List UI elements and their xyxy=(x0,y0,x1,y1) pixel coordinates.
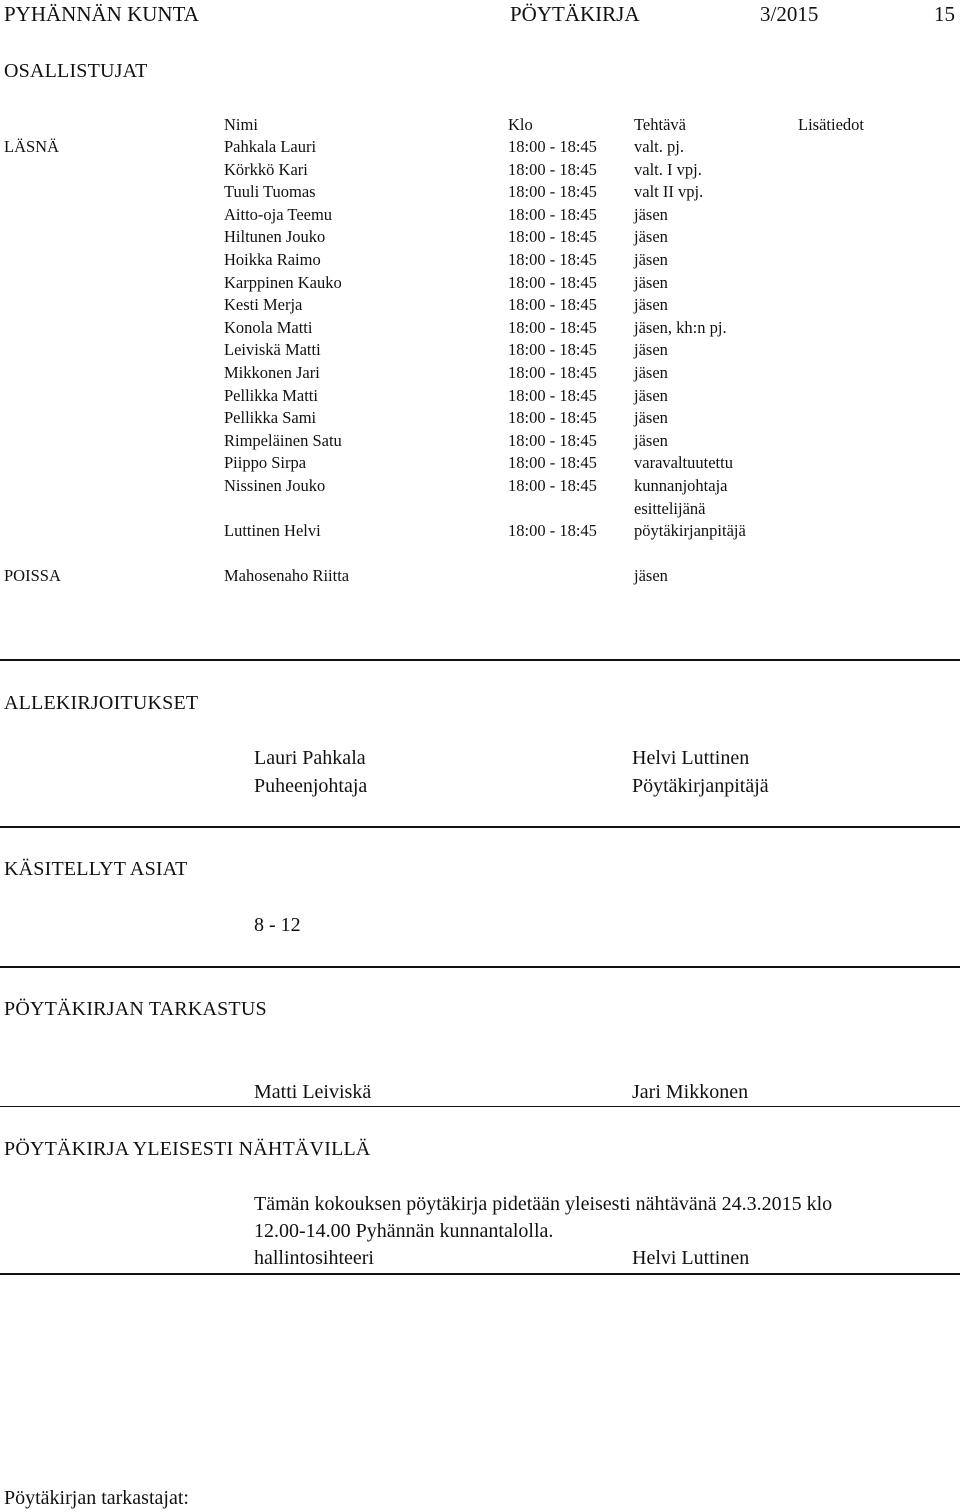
attendee-name: Aitto-oja Teemu xyxy=(224,204,333,224)
absent-row xyxy=(0,566,960,588)
attendee-time: 18:00 - 18:45 xyxy=(508,363,597,382)
attendee-role: esittelijänä xyxy=(634,498,706,518)
table-row xyxy=(0,499,960,521)
table-row xyxy=(0,250,960,272)
attendee-name: Luttinen Helvi xyxy=(224,521,321,541)
divider xyxy=(0,1273,960,1275)
attendee-role: jäsen xyxy=(634,430,668,450)
attendee-time: 18:00 - 18:45 xyxy=(508,453,597,473)
attendee-time: 18:00 - 18:45 xyxy=(508,295,597,315)
attendee-role: jäsen xyxy=(634,250,668,269)
attendee-time: 18:00 - 18:45 xyxy=(508,430,597,450)
attendee-time: 18:00 - 18:45 xyxy=(508,204,597,224)
attendee-name: Hiltunen Jouko xyxy=(224,227,326,247)
table-row xyxy=(0,363,960,385)
attendee-name: Karppinen Kauko xyxy=(224,272,342,292)
attendee-time: 18:00 - 18:45 xyxy=(508,521,597,541)
table-row xyxy=(0,160,960,182)
attendee-name: Körkkö Kari xyxy=(224,159,308,179)
attendee-role: pöytäkirjanpitäjä xyxy=(634,521,746,541)
attendees-title: OSALLISTUJAT xyxy=(4,60,148,82)
attendee-role: valt II vpj. xyxy=(634,182,704,202)
attendee-role: valt. pj. xyxy=(634,137,684,156)
column-header-role: Tehtävä xyxy=(634,115,686,134)
attendee-role: jäsen xyxy=(634,363,668,382)
attendee-role: jäsen xyxy=(634,295,668,315)
table-row xyxy=(0,273,960,295)
table-row xyxy=(0,431,960,453)
reviewer-left-name: Matti Leiviskä xyxy=(254,1081,372,1103)
table-row xyxy=(0,521,960,543)
attendee-role: jäsen xyxy=(634,227,668,247)
table-row xyxy=(0,318,960,340)
public-signer-name: Helvi Luttinen xyxy=(632,1247,750,1269)
attendee-time: 18:00 - 18:45 xyxy=(508,340,597,360)
public-text-line-1: Tämän kokouksen pöytäkirja pidetään yleisesti nähtävänä 24.3.2015 klo xyxy=(254,1193,833,1215)
attendee-role: kunnanjohtaja xyxy=(634,476,728,495)
attendee-role: valt. I vpj. xyxy=(634,159,702,179)
attendee-time: 18:00 - 18:45 xyxy=(508,476,597,495)
reviewers-label: Pöytäkirjan tarkastajat: xyxy=(4,1487,189,1509)
table-row xyxy=(0,476,960,498)
attendee-name: Pahkala Lauri xyxy=(224,137,317,156)
doc-type: PÖYTÄKIRJA xyxy=(510,2,640,26)
attendee-name: Piippo Sirpa xyxy=(224,453,307,473)
org-name: PYHÄNNÄN KUNTA xyxy=(4,2,199,26)
table-row xyxy=(0,182,960,204)
table-row xyxy=(0,453,960,475)
reviewer-right-name: Jari Mikkonen xyxy=(632,1081,749,1103)
signatures-title: ALLEKIRJOITUKSET xyxy=(4,692,199,714)
table-row xyxy=(0,340,960,362)
attendee-role: jäsen xyxy=(634,385,668,405)
attendee-name: Konola Matti xyxy=(224,317,313,337)
divider xyxy=(0,826,960,828)
divider xyxy=(0,659,960,661)
table-row xyxy=(0,205,960,227)
chair-role: Puheenjohtaja xyxy=(254,775,368,797)
public-text-line-2: 12.00-14.00 Pyhännän kunnantalolla. xyxy=(254,1220,554,1242)
attendee-name: Rimpeläinen Satu xyxy=(224,430,342,450)
attendee-name: Mikkonen Jari xyxy=(224,363,320,382)
attendee-time: 18:00 - 18:45 xyxy=(508,317,597,337)
table-row xyxy=(0,295,960,317)
table-row xyxy=(0,408,960,430)
page-number: 15 xyxy=(934,2,955,26)
divider xyxy=(0,1106,960,1107)
column-header-name: Nimi xyxy=(224,115,258,134)
handled-title: KÄSITELLYT ASIAT xyxy=(4,858,188,880)
attendee-name: Hoikka Raimo xyxy=(224,250,321,269)
column-header-info: Lisätiedot xyxy=(798,115,864,134)
attendee-time: 18:00 - 18:45 xyxy=(508,182,597,202)
attendee-role: jäsen xyxy=(634,272,668,292)
attendee-name: Pellikka Matti xyxy=(224,385,318,405)
table-row xyxy=(0,137,960,159)
review-title: PÖYTÄKIRJAN TARKASTUS xyxy=(4,998,267,1020)
secretary-name: Helvi Luttinen xyxy=(632,747,750,769)
attendee-role: jäsen xyxy=(634,408,668,428)
attendee-role: varavaltuutettu xyxy=(634,453,733,473)
absent-name: Mahosenaho Riitta xyxy=(224,566,350,585)
attendee-role: jäsen, kh:n pj. xyxy=(634,317,727,337)
attendee-name: Nissinen Jouko xyxy=(224,476,326,495)
attendee-time: 18:00 - 18:45 xyxy=(508,137,597,156)
attendee-time: 18:00 - 18:45 xyxy=(508,408,597,428)
column-header-time: Klo xyxy=(508,115,533,134)
absent-label: POISSA xyxy=(4,566,61,585)
attendee-name: Kesti Merja xyxy=(224,295,303,315)
secretary-role: Pöytäkirjanpitäjä xyxy=(632,775,769,797)
attendee-name: Leiviskä Matti xyxy=(224,340,321,360)
attendee-time: 18:00 - 18:45 xyxy=(508,159,597,179)
public-title: PÖYTÄKIRJA YLEISESTI NÄHTÄVILLÄ xyxy=(4,1138,371,1160)
attendee-time: 18:00 - 18:45 xyxy=(508,250,597,269)
table-row xyxy=(0,386,960,408)
divider xyxy=(0,966,960,968)
meeting-number: 3/2015 xyxy=(760,2,819,26)
attendees-header-row xyxy=(0,115,960,137)
attendee-role: jäsen xyxy=(634,340,668,360)
absent-role: jäsen xyxy=(634,566,668,585)
table-row xyxy=(0,227,960,249)
attendee-name: Tuuli Tuomas xyxy=(224,182,316,202)
public-signer-role: hallintosihteeri xyxy=(254,1247,374,1269)
attendee-time: 18:00 - 18:45 xyxy=(508,385,597,405)
attendee-role: jäsen xyxy=(634,204,668,224)
attendee-name: Pellikka Sami xyxy=(224,408,317,428)
attendee-time: 18:00 - 18:45 xyxy=(508,272,597,292)
attendee-time: 18:00 - 18:45 xyxy=(508,227,597,247)
handled-items: 8 - 12 xyxy=(254,914,301,936)
chair-name: Lauri Pahkala xyxy=(254,747,366,769)
present-label: LÄSNÄ xyxy=(4,137,60,156)
